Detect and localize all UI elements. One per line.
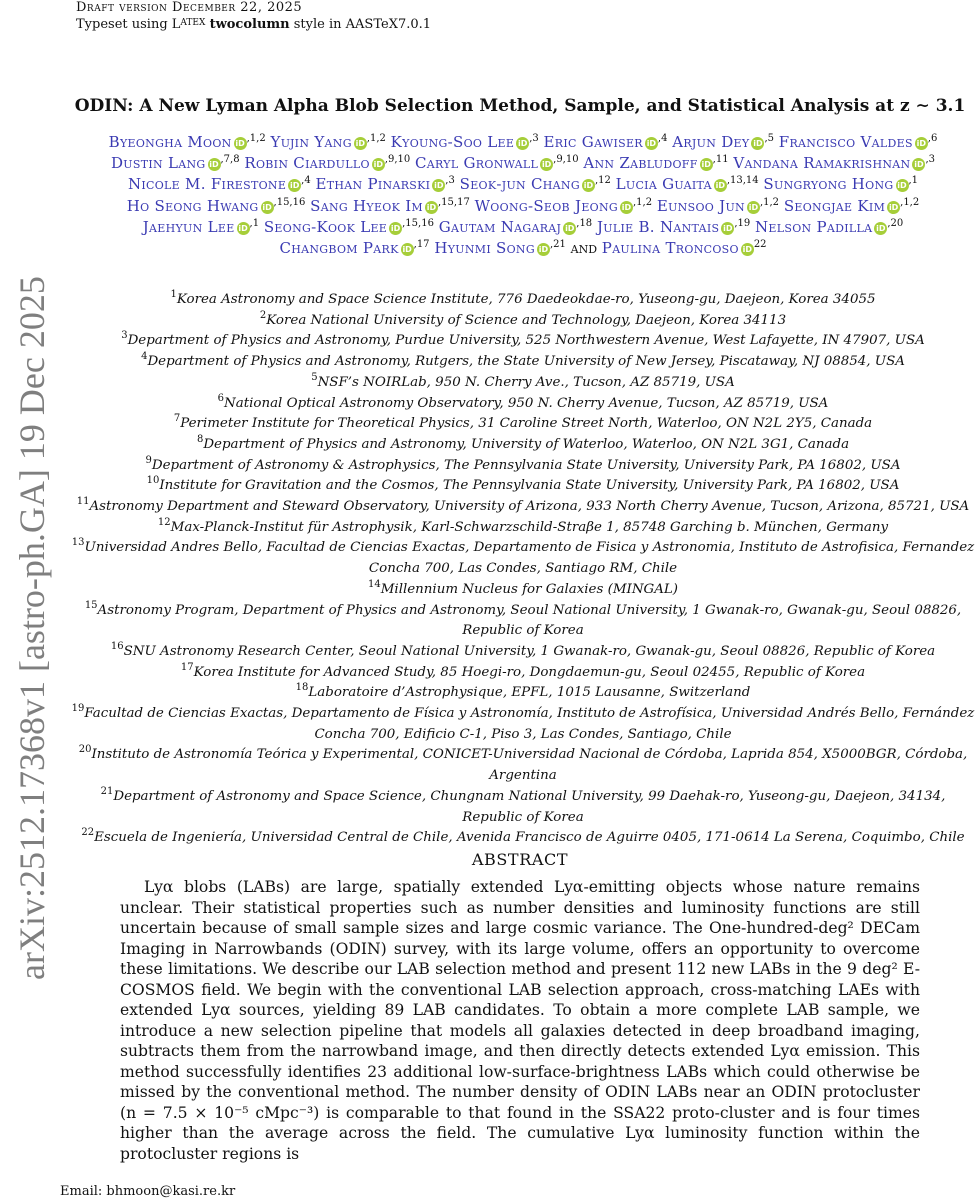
affiliation-text: Astronomy Department and Steward Observatory, University of Arizona, 933 North Cherry Avenue, Tucson, Arizona, 85721, USA	[89, 499, 970, 515]
author-name[interactable]: Dustin Lang	[110, 154, 206, 173]
affiliation-text: Korea Astronomy and Space Science Institute, 776 Daedeokdae-ro, Yuseong-gu, Daejeon, Korea 34055	[176, 292, 876, 307]
author-affiliation-ref: ,1	[908, 175, 919, 187]
affiliation-number: 16	[110, 640, 124, 652]
author-name[interactable]: Changbom Park	[279, 239, 399, 258]
author	[475, 197, 652, 215]
author	[763, 175, 918, 193]
affiliation-list	[70, 290, 976, 849]
arxiv-sidebar: arXiv:2512.17368v1 [astro-ph.GA] 19 Dec 2025	[12, 276, 52, 980]
orcid-icon[interactable]: iD	[390, 223, 401, 233]
author-name[interactable]: Kyoung-Soo Lee	[390, 133, 515, 151]
author-name[interactable]: Robin Ciardullo	[244, 154, 370, 173]
author	[109, 133, 266, 151]
orcid-icon[interactable]: iD	[723, 223, 733, 233]
author-name[interactable]: Yujin Yang	[270, 133, 352, 151]
orcid-icon[interactable]: iD	[748, 202, 759, 212]
author-name[interactable]: Julie B. Nantais	[596, 217, 720, 236]
author-name[interactable]: Nicole M. Firestone	[127, 175, 287, 194]
author-affiliation-ref: ,3	[445, 175, 455, 187]
affiliation-text: Max-Planck-Institut für Astrophysik, Karl-Schwarzschild-Straβe 1, 85748 Garching b. München, Germany	[170, 519, 889, 535]
affiliation-number: 8	[196, 433, 204, 445]
affiliation	[70, 497, 976, 518]
author-affiliation-ref: ,1,2	[246, 133, 266, 144]
affiliation	[70, 476, 976, 497]
author-affiliation-ref: ,1,2	[759, 196, 780, 208]
affiliation-text: Department of Physics and Astronomy, University of Waterloo, Waterloo, ON N2L 3G1, Canada	[203, 436, 850, 452]
affiliation-number: 21	[100, 785, 114, 797]
author-affiliation-ref: ,3	[529, 133, 539, 144]
affiliation	[70, 311, 976, 332]
affiliation	[70, 373, 976, 394]
author-affiliation-ref: ,12	[594, 175, 611, 187]
affiliation-number: 19	[71, 703, 85, 715]
author	[111, 154, 240, 172]
author-name[interactable]: Ho Seong Hwang	[126, 196, 259, 215]
affiliation-text: Department of Physics and Astronomy, Rutgers, the State University of New Jersey, Piscataway, NJ 08854, USA	[147, 354, 905, 370]
affiliation	[70, 435, 976, 456]
affiliation-text: Universidad Andres Bello, Facultad de Ciencias Exactas, Departamento de Fisica y Astronomia, Instituto de Astrofisica, Fernandez Concha 700, Las Condes, Santiago RM, Chile	[84, 540, 975, 577]
affiliation	[70, 642, 976, 663]
author-affiliation-ref: ,3	[925, 154, 936, 166]
author-name[interactable]: Caryl Gronwall	[415, 154, 539, 173]
author-list	[70, 132, 976, 259]
author-name[interactable]: Seongjae Kim	[783, 196, 886, 215]
author-and: and	[565, 239, 602, 258]
affiliation-text: Laboratoire d’Astrophysique, EPFL, 1015 Lausanne, Switzerland	[308, 685, 751, 701]
author-name[interactable]: Woong-Seob Jeong	[474, 196, 618, 215]
affiliation-text: Facultad de Ciencias Exactas, Departamento de Física y Astronomía, Instituto de Astrofísica, Universidad Andrés Bello, Fernández Concha 700, Edificio C-1, Piso 3, Las Condes, Santiago, Chile	[84, 706, 975, 742]
affiliation-text: Department of Astronomy & Astrophysics, The Pennsylvania State University, University Park, PA 16802, USA	[151, 457, 901, 473]
author-name[interactable]: Hyunmi Song	[434, 239, 535, 258]
contact-email: Email: bhmoon@kasi.re.kr	[60, 1184, 236, 1199]
orcid-icon[interactable]: iD	[701, 160, 711, 170]
affiliation	[70, 394, 976, 415]
author-affiliation-ref: ,13,14	[726, 175, 759, 187]
author	[244, 154, 410, 172]
orcid-icon[interactable]: iD	[289, 181, 300, 191]
paper-title: ODIN: A New Lyman Alpha Blob Selection Method, Sample, and Statistical Analysis at z ∼ 3.1	[74, 96, 966, 116]
affiliation-number: 14	[367, 578, 381, 590]
affiliation-number: 17	[180, 661, 194, 673]
affiliation	[70, 290, 976, 311]
author	[460, 175, 611, 193]
affiliation-number: 11	[76, 496, 90, 508]
typeset-line: Typeset using $L^{ATEX}$ twocolumn style in AASTeX7.0.1	[76, 17, 432, 32]
abstract-text: Lyα blobs (LABs) are large, spatially extended Lyα-emitting objects whose nature remains unclear. Their statistical properties such as number densities and luminosity functions are still uncertain because of small sample sizes and large cosmic variance. The One-hundred-deg² DECam Imaging in Narrowbands (ODIN) survey, with its large volume, offers an opportunity to overcome these limitations. We describe our LAB selection method and present 112 new LABs in the 9 deg² E-COSMOS field. We begin with the conventional LAB selection approach, cross-matching LAEs with extended Lyα sources, yielding 89 LAB candidates. To obtain a more complete LAB sample, we introduce a new selection pipeline that models all galaxies detected in deep broadband imaging, subtracts them from the narrowband image, and then directly detects extended Lyα emission. This method successfully identifies 23 additional low-surface-brightness LABs which could otherwise be missed by the conventional method. The number density of ODIN LABs near an ODIN protocluster (n = 7.5 × 10⁻⁵ cMpc⁻³) is comparable to that found in the SSA22 proto-cluster and is four times higher than the average across the field. The cumulative Lyα luminosity function within the protocluster regions is	[120, 878, 920, 1163]
affiliation	[70, 518, 976, 539]
author-name[interactable]: Paulina Troncoso	[601, 239, 739, 258]
author	[733, 154, 935, 172]
orcid-icon[interactable]: iD	[541, 160, 552, 170]
author-affiliation-ref: ,1,2	[900, 196, 920, 208]
affiliation-text: Korea National University of Science and Technology, Daejeon, Korea 34113	[266, 312, 787, 328]
author-name[interactable]: Sungryong Hong	[763, 175, 894, 194]
author-name[interactable]: Vandana Ramakrishnan	[733, 154, 911, 173]
author-name[interactable]: Eunsoo Jun	[656, 196, 745, 215]
author	[439, 218, 592, 236]
affiliation-text: Astronomy Program, Department of Physics and Astronomy, Seoul National University, 1 Gwanak-ro, Gwanak-gu, Seoul 08826, Republic of Korea	[97, 602, 962, 639]
author-affiliation-ref: ,17	[413, 239, 430, 251]
author	[779, 133, 938, 151]
author-affiliation-ref: ,20	[887, 217, 904, 229]
author	[143, 218, 259, 236]
author-affiliation-ref: ,6	[927, 133, 938, 144]
orcid-icon[interactable]: iD	[583, 181, 594, 191]
orcid-icon[interactable]: iD	[426, 202, 437, 212]
affiliation	[70, 414, 976, 435]
author	[784, 197, 919, 215]
author-affiliation-ref: ,7,8	[220, 154, 240, 166]
affiliation-text: Perimeter Institute for Theoretical Physics, 31 Caroline Street North, Waterloo, ON N2L 2Y5, Canada	[180, 416, 873, 432]
orcid-icon[interactable]: iD	[888, 202, 899, 212]
affiliation	[70, 352, 976, 373]
affiliation-text: Millennium Nucleus for Galaxies (MINGAL)	[380, 581, 679, 597]
affiliation-text: Institute for Gravitation and the Cosmos, The Pennsylvania State University, University Park, PA 16802, USA	[159, 478, 900, 494]
draft-version: Draft version December 22, 2025	[76, 0, 303, 15]
author-name[interactable]: Eric Gawiser	[543, 133, 643, 151]
author-affiliation-ref: ,11	[712, 154, 729, 166]
affiliation	[70, 538, 976, 579]
orcid-icon[interactable]: iD	[373, 160, 383, 170]
affiliation-number: 7	[173, 413, 181, 425]
affiliation-number: 13	[71, 537, 85, 549]
author	[127, 197, 306, 215]
affiliation-number: 22	[81, 827, 95, 839]
orcid-icon[interactable]: iD	[238, 223, 248, 233]
author	[264, 218, 434, 236]
affiliation-number: 20	[78, 744, 92, 756]
affiliation-number: 6	[217, 392, 225, 404]
affiliation-number: 2	[259, 309, 267, 321]
affiliation-number: 4	[141, 351, 148, 363]
author-affiliation-ref: ,9,10	[553, 154, 579, 166]
author-affiliation-ref: ,15,16	[273, 196, 306, 208]
orcid-icon[interactable]: iD	[715, 181, 726, 191]
author-name[interactable]: Seok-jun Chang	[459, 175, 580, 194]
author	[657, 197, 779, 215]
author-name[interactable]: Nelson Padilla	[755, 217, 873, 236]
author-affiliation-ref: ,21	[549, 239, 566, 251]
author	[672, 133, 774, 151]
author	[415, 154, 579, 172]
affiliation	[70, 601, 976, 642]
author	[279, 239, 429, 257]
author-name[interactable]: Sang Hyeok Im	[310, 196, 423, 215]
author-name[interactable]: Byeongha Moon	[108, 133, 232, 151]
orcid-icon[interactable]: iD	[876, 223, 886, 233]
orcid-icon[interactable]: iD	[916, 139, 926, 148]
affiliation-number: 5	[311, 371, 318, 383]
affiliation-number: 1	[170, 289, 177, 300]
author	[544, 133, 668, 151]
author-affiliation-ref: ,15,16	[402, 217, 434, 229]
affiliation-number: 3	[121, 330, 128, 342]
affiliation	[70, 331, 976, 352]
orcid-icon[interactable]: iD	[621, 202, 632, 212]
author-affiliation-ref: ,18	[576, 217, 593, 229]
affiliation-text: Department of Physics and Astronomy, Purdue University, 525 Northwestern Avenue, West Lafayette, IN 47907, USA	[127, 333, 925, 349]
affiliation-text: National Optical Astronomy Observatory, 950 N. Cherry Avenue, Tucson, AZ 85719, USA	[224, 395, 829, 411]
author	[128, 175, 311, 193]
author-name[interactable]: Seong-Kook Lee	[263, 217, 388, 236]
affiliation	[70, 745, 976, 786]
affiliation	[70, 683, 976, 704]
author-affiliation-ref: ,4	[657, 133, 668, 144]
author-name[interactable]: Ann Zabludoff	[583, 154, 698, 173]
orcid-icon[interactable]: iD	[538, 245, 549, 255]
author-affiliation-ref: ,4	[301, 175, 311, 187]
orcid-icon[interactable]: iD	[402, 245, 412, 255]
orcid-icon[interactable]: iD	[209, 160, 219, 170]
affiliation	[70, 787, 976, 828]
author-name[interactable]: Lucia Guaita	[615, 175, 712, 194]
affiliation-text: Escuela de Ingeniería, Universidad Central de Chile, Avenida Francisco de Aguirre 0405, 171-0614 La Serena, Coquimbo, Chile	[94, 830, 965, 846]
orcid-icon[interactable]: iD	[753, 139, 763, 148]
affiliation	[70, 580, 976, 601]
author-affiliation-ref: ,1,2	[632, 196, 653, 208]
author	[755, 218, 903, 236]
orcid-icon[interactable]: iD	[565, 223, 575, 233]
author-name[interactable]: Ethan Pinarski	[315, 175, 431, 194]
affiliation	[70, 828, 976, 849]
author-name[interactable]: Francisco Valdes	[778, 133, 913, 151]
orcid-icon[interactable]: iD	[897, 181, 907, 191]
author	[391, 133, 539, 151]
affiliation	[70, 704, 976, 745]
orcid-icon[interactable]: iD	[742, 245, 752, 255]
affiliation-number: 9	[145, 454, 152, 466]
abstract-heading: ABSTRACT	[471, 850, 569, 869]
affiliation-text: SNU Astronomy Research Center, Seoul National University, 1 Gwanak-ro, Gwanak-gu, Seoul 08826, Republic of Korea	[123, 643, 936, 659]
author-name[interactable]: Gautam Nagaraj	[438, 217, 562, 236]
author	[602, 239, 767, 257]
author	[597, 218, 750, 236]
orcid-icon[interactable]: iD	[646, 139, 657, 148]
affiliation-text: NSF’s NOIRLab, 950 N. Cherry Ave., Tucson, AZ 85719, USA	[317, 374, 735, 390]
author	[583, 154, 728, 172]
author	[271, 133, 386, 151]
author-affiliation-ref: ,1	[249, 217, 260, 229]
affiliation-number: 10	[146, 475, 160, 487]
author-affiliation-ref: ,19	[734, 217, 751, 229]
author-affiliation-ref: ,9,10	[384, 154, 411, 166]
affiliation-number: 15	[84, 599, 98, 611]
author-affiliation-ref: 22	[753, 239, 767, 251]
author-name[interactable]: Jaehyun Lee	[142, 217, 235, 236]
orcid-icon[interactable]: iD	[235, 139, 245, 148]
orcid-icon[interactable]: iD	[518, 139, 528, 148]
author-affiliation-ref: ,15,17	[438, 196, 470, 208]
affiliation	[70, 456, 976, 477]
affiliation-text: Korea Institute for Advanced Study, 85 Hoegi-ro, Dongdaemun-gu, Seoul 02455, Republic of Korea	[193, 664, 866, 680]
author-affiliation-ref: ,5	[764, 133, 774, 144]
author-affiliation-ref: ,1,2	[366, 133, 386, 144]
orcid-icon[interactable]: iD	[914, 160, 924, 170]
affiliation-number: 18	[295, 682, 309, 694]
affiliation-text: Department of Astronomy and Space Science, Chungnam National University, 99 Daehak-ro, Yuseong-gu, Daejeon, 34134, Republic of Korea	[113, 788, 946, 825]
affiliation-number: 12	[157, 516, 171, 528]
orcid-icon[interactable]: iD	[434, 181, 444, 191]
affiliation	[70, 663, 976, 684]
author-name[interactable]: Arjun Dey	[672, 133, 750, 151]
author	[616, 175, 759, 193]
author	[310, 197, 470, 215]
orcid-icon[interactable]: iD	[262, 202, 272, 212]
author	[315, 175, 454, 193]
affiliation-text: Instituto de Astronomía Teórica y Experimental, CONICET-Universidad Nacional de Córdoba, Laprida 854, X5000BGR, Córdoba, Argentina	[91, 747, 968, 784]
orcid-icon[interactable]: iD	[355, 139, 365, 148]
author	[434, 239, 566, 257]
